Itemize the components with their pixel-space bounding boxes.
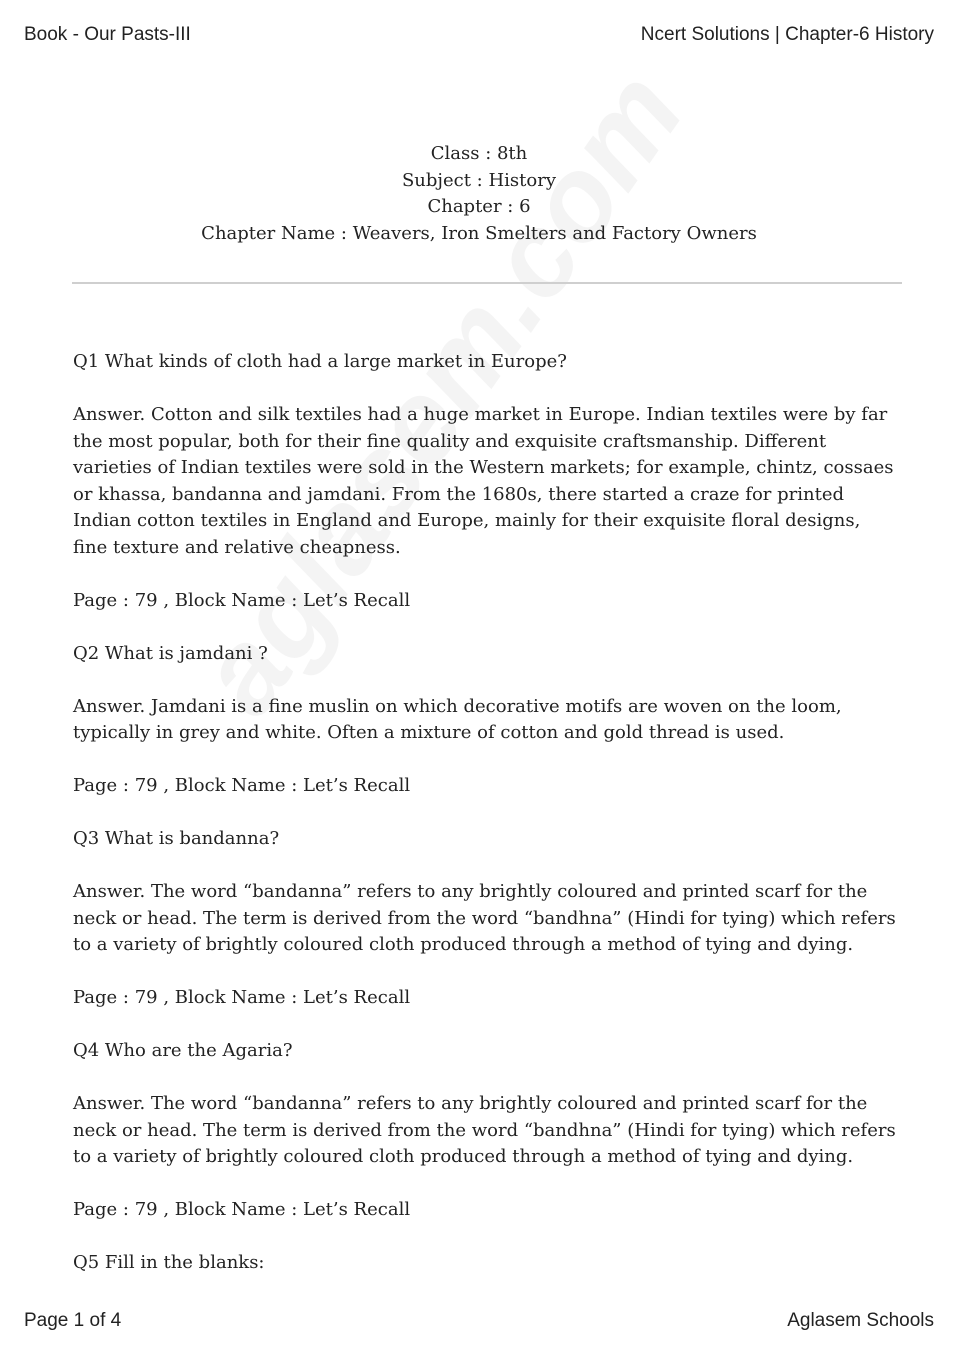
header-book-title: Book - Our Pasts-III	[24, 24, 191, 45]
answer-3: Answer. The word “bandanna” refers to any brightly coloured and printed scarf for the neck or head. The term is derived from the word “bandhna” (Hindi for tying) which refers to a variety of brightly coloured cloth produced through a method of tying and dying.	[73, 881, 896, 955]
page-ref-3: Page : 79 , Block Name : Let’s Recall	[73, 987, 411, 1008]
page-number: Page 1 of 4	[24, 1310, 122, 1331]
page-ref-2: Page : 79 , Block Name : Let’s Recall	[73, 775, 411, 796]
question-4: Q4 Who are the Agaria?	[73, 1040, 293, 1061]
question-3: Q3 What is bandanna?	[73, 828, 280, 849]
answer-2: Answer. Jamdani is a fine muslin on which decorative motifs are woven on the loom, typically in grey and white. Often a mixture of cotton and gold thread is used.	[73, 695, 842, 743]
answer-1: Answer. Cotton and silk textiles had a huge market in Europe. Indian textiles were by far the most popular, both for their fine quality and exquisite craftsmanship. Different varieties of Indian textiles were sold in the Western markets; for example, chintz, cossaes or khassa, bandanna and jamdani. From the 1680s, there started a craze for printed Indian cotton textiles in England and Europe, mainly for their exquisite floral designs, fine texture and relative cheapness.	[73, 404, 894, 558]
question-1: Q1 What kinds of cloth had a large market in Europe?	[73, 351, 567, 372]
chapter-line: Chapter : 6	[427, 196, 531, 217]
chapter-name-line: Chapter Name : Weavers, Iron Smelters and Factory Owners	[201, 222, 757, 244]
answer-4: Answer. The word “bandanna” refers to any brightly coloured and printed scarf for the neck or head. The term is derived from the word “bandhna” (Hindi for tying) which refers to a variety of brightly coloured cloth produced through a method of tying and dying.	[73, 1093, 896, 1167]
qa-content	[73, 349, 900, 1303]
title-block	[0, 141, 958, 247]
page-header	[24, 24, 934, 46]
class-line: Class : 8th	[430, 143, 528, 164]
page-ref-4: Page : 79 , Block Name : Let’s Recall	[73, 1199, 411, 1220]
page-ref-1: Page : 79 , Block Name : Let’s Recall	[73, 589, 411, 611]
question-2: Q2 What is jamdani ?	[73, 642, 268, 664]
divider	[72, 282, 902, 284]
footer-publisher: Aglasem Schools	[787, 1310, 934, 1331]
header-chapter-title: Ncert Solutions | Chapter-6 History	[640, 24, 934, 45]
subject-line: Subject : History	[401, 169, 557, 191]
question-5: Q5 Fill in the blanks:	[73, 1252, 265, 1273]
page-footer	[24, 1310, 934, 1332]
